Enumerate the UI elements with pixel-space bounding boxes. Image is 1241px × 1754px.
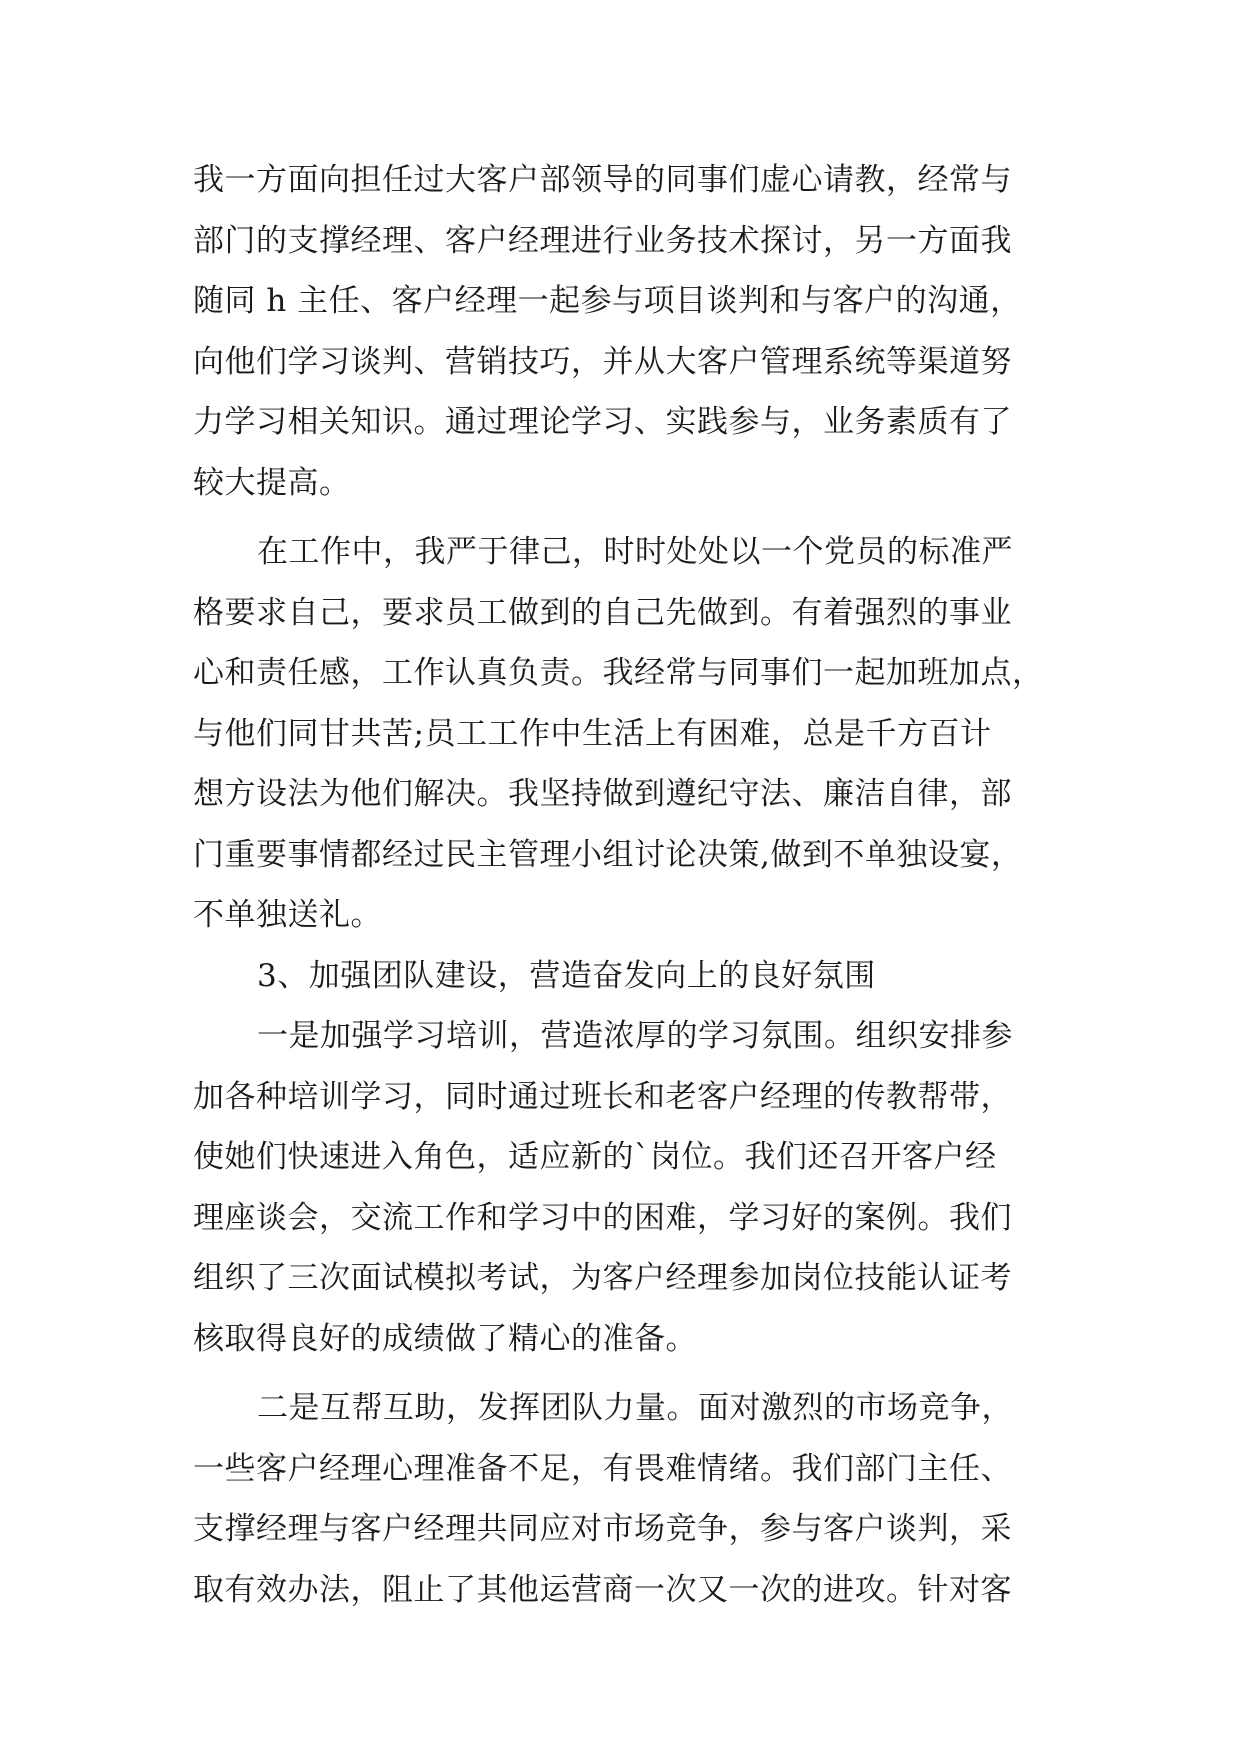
paragraph-4 <box>193 1378 1073 1620</box>
text-line: 门重要事情都经过民主管理小组讨论决策,做到不单独设宴， <box>193 836 1023 873</box>
text-line: 一些客户经理心理准备不足，有畏难情绪。我们部门主任、 <box>193 1450 1012 1487</box>
text-line: 在工作中，我严于律己，时时处处以一个党员的标准严 <box>257 534 1013 570</box>
text-line: 与他们同甘共苦;员工工作中生活上有困难，总是千方百计 <box>193 715 992 752</box>
text-line: 我一方面向担任过大客户部领导的同事们虚心请教，经常与 <box>193 162 1012 198</box>
text-line: 心和责任感，工作认真负责。我经常与同事们一起加班加点， <box>193 655 1044 691</box>
document-body <box>193 150 1073 1620</box>
text-line: 二是互帮互助，发挥团队力量。面对激烈的市场竞争， <box>257 1390 1013 1426</box>
text-line: 加各种培训学习，同时通过班长和老客户经理的传教帮带， <box>193 1078 1012 1115</box>
text-line: 格要求自己，要求员工做到的自己先做到。有着强烈的事业 <box>193 594 1012 631</box>
text-line: 支撑经理与客户经理共同应对市场竞争，参与客户谈判，采 <box>193 1511 1012 1547</box>
heading-line: 3、加强团队建设，营造奋发向上的良好氛围 <box>257 957 876 994</box>
text-line: 核取得良好的成绩做了精心的准备。 <box>193 1320 697 1357</box>
paragraph-3 <box>193 1006 1073 1369</box>
paragraph-2 <box>193 522 1073 946</box>
text-line: 部门的支撑经理、客户经理进行业务技术探讨，另一方面我 <box>193 222 1012 259</box>
text-line: 使她们快速进入角色，适应新的`岗位。我们还召开客户经 <box>193 1139 997 1175</box>
text-line: 力学习相关知识。通过理论学习、实践参与，业务素质有了 <box>193 404 1012 440</box>
text-line: 不单独送礼。 <box>193 897 382 933</box>
text-line: 组织了三次面试模拟考试，为客户经理参加岗位技能认证考 <box>193 1260 1012 1296</box>
text-line: 随同 h 主任、客户经理一起参与项目谈判和与客户的沟通， <box>193 283 1022 319</box>
text-line: 较大提高。 <box>193 464 351 501</box>
paragraph-1 <box>193 150 1073 513</box>
text-line: 想方设法为他们解决。我坚持做到遵纪守法、廉洁自律，部 <box>193 776 1012 812</box>
section-heading <box>193 946 1073 1007</box>
text-line: 取有效办法，阻止了其他运营商一次又一次的进攻。针对客 <box>193 1571 1012 1608</box>
text-line: 向他们学习谈判、营销技巧，并从大客户管理系统等渠道努 <box>193 343 1012 380</box>
text-line: 理座谈会，交流工作和学习中的困难，学习好的案例。我们 <box>193 1199 1012 1236</box>
text-line: 一是加强学习培训，营造浓厚的学习氛围。组织安排参 <box>257 1018 1013 1054</box>
